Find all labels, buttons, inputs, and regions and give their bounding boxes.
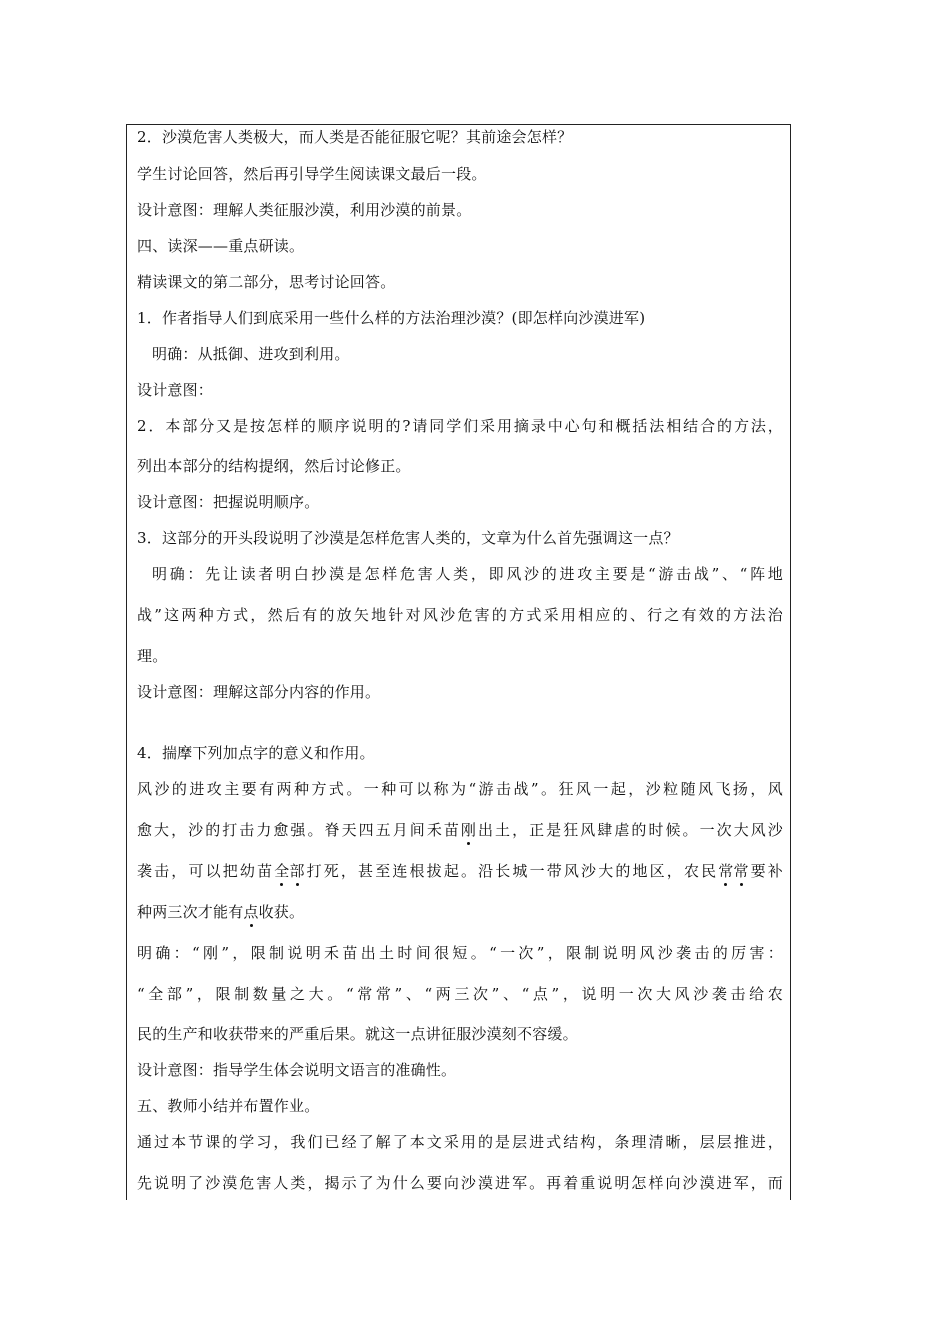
question-1-text: 1．作者指导人们到底采用一些什么样的方法治理沙漠？(即怎样向沙漠进军)	[137, 309, 646, 327]
passage-line-3-part-d: 打死，甚至连根拔起。沿长城一带风沙大的地区，农民	[304, 862, 719, 880]
emphasis-dot-dian: 点	[243, 903, 259, 921]
section-5-heading: 五、教师小结并布置作业。	[137, 1097, 320, 1115]
passage-line-4	[137, 902, 304, 922]
passage-line-3-part-g: 要补	[748, 862, 783, 880]
passage-line-4-part-a: 种两三次才能有	[137, 903, 244, 921]
student-discussion-text: 学生讨论回答，然后再引导学生阅读课文最后一段。	[137, 165, 487, 183]
answer-3-line-1: 明确：先让读者明白抄漠是怎样危害人类，即风沙的进攻主要是“游击战”、“阵地	[152, 565, 783, 583]
passage-line-2	[137, 820, 783, 840]
emphasis-dot-quan: 全	[274, 862, 290, 880]
answer-3-line-3: 理。	[137, 647, 168, 665]
summary-line-1: 通过本节课的学习，我们已经了解了本文采用的是层进式结构，条理清晰，层层推进，	[137, 1133, 783, 1151]
design-intent-1: 设计意图：理解人类征服沙漠，利用沙漠的前景。	[137, 201, 472, 219]
summary-line-2: 先说明了沙漠危害人类，揭示了为什么要向沙漠进军。再着重说明怎样向沙漠进军，而	[137, 1174, 783, 1192]
emphasis-dot-gang: 刚	[460, 821, 477, 839]
passage-line-4-part-c: 收获。	[258, 903, 305, 921]
design-intent-2: 设计意图：	[137, 381, 214, 399]
question-4-text: 4．揣摩下列加点字的意义和作用。	[137, 744, 375, 762]
design-intent-3: 设计意图：把握说明顺序。	[137, 493, 320, 511]
answer-4-line-1: 明确：“刚”，限制说明禾苗出土时间很短。“一次”，限制说明风沙袭击的厉害：	[137, 944, 783, 962]
section-4-heading: 四、读深——重点研读。	[137, 237, 305, 255]
intensive-reading-instruction: 精读课文的第二部分，思考讨论回答。	[137, 273, 396, 291]
passage-line-2-part-a: 愈大，沙的打击力愈强。脊天四五月间禾苗	[137, 821, 461, 839]
design-intent-5: 设计意图：指导学生体会说明文语言的准确性。	[137, 1061, 457, 1079]
emphasis-dot-chang-2: 常	[733, 862, 749, 880]
passage-line-1: 风沙的进攻主要有两种方式。一种可以称为“游击战”。狂风一起，沙粒随风飞扬，风	[137, 780, 783, 798]
question-2b-line-1: 2．本部分又是按怎样的顺序说明的?请同学们采用摘录中心句和概括法相结合的方法，	[137, 417, 783, 435]
emphasis-dot-bu: 部	[289, 862, 305, 880]
emphasis-dot-chang-1: 常	[718, 862, 734, 880]
passage-line-3-part-a: 袭击，可以把幼苗	[137, 862, 275, 880]
passage-line-2-part-c: 出土，正是狂风肆虐的时候。一次大风沙	[476, 821, 783, 839]
question-2-text: 2．沙漠危害人类极大，而人类是否能征服它呢？其前途会怎样？	[137, 128, 573, 146]
answer-1-text: 明确：从抵御、进攻到利用。	[152, 345, 350, 363]
question-2b-line-2: 列出本部分的结构提纲，然后讨论修正。	[137, 457, 411, 475]
answer-3-line-2: 战”这两种方式，然后有的放矢地针对风沙危害的方式采用相应的、行之有效的方法治	[137, 606, 783, 624]
design-intent-4: 设计意图：理解这部分内容的作用。	[137, 683, 381, 701]
question-3-text: 3．这部分的开头段说明了沙漠是怎样危害人类的，文章为什么首先强调这一点？	[137, 529, 679, 547]
answer-4-line-2: “全部”，限制数量之大。“常常”、“两三次”、“点”，说明一次大风沙袭击给农	[137, 985, 783, 1003]
passage-line-3	[137, 861, 783, 881]
answer-4-line-3: 民的生产和收获带来的严重后果。就这一点讲征服沙漠刻不容缓。	[137, 1025, 578, 1043]
